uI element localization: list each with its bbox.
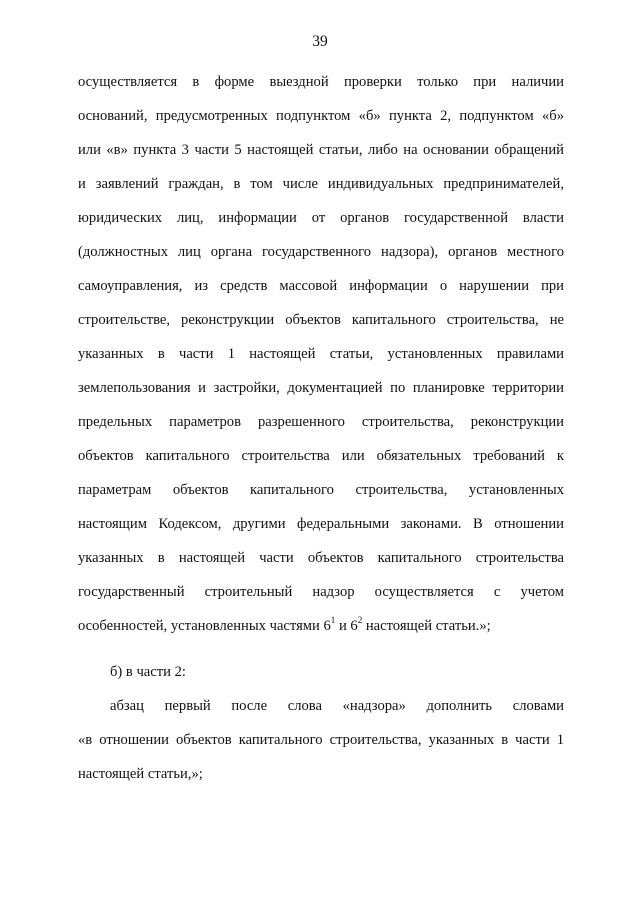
text-line: (должностных лиц органа государственного надзора), органов местного — [78, 244, 564, 260]
text-fragment: особенностей, установленных частями 6 — [78, 618, 331, 634]
text-line: юридических лиц, информации от органов государственной власти — [78, 210, 564, 226]
text-line: параметрам объектов капитального строительства, установленных — [78, 482, 564, 498]
text-line: предельных параметров разрешенного строительства, реконструкции — [78, 414, 564, 430]
text-line: государственный строительный надзор осуществляется с учетом — [78, 584, 564, 600]
document-body — [78, 72, 564, 798]
superscript: 1 — [330, 615, 336, 626]
text-line: настоящей статьи,»; — [78, 766, 203, 782]
text-line: абзац первый после слова «надзора» дополнить словами — [110, 698, 564, 714]
text-line: указанных в настоящей части объектов капитального строительства — [78, 550, 564, 566]
text-line: землепользования и застройки, документацией по планировке территории — [78, 380, 564, 396]
page-number: 39 — [312, 33, 328, 50]
paragraph-subitem: б) в части 2: — [110, 664, 186, 680]
text-line: «в отношении объектов капитального строительства, указанных в части 1 — [78, 732, 564, 748]
text-line: самоуправления, из средств массовой информации о нарушении при — [78, 278, 564, 294]
text-line: осуществляется в форме выездной проверки только при наличии — [78, 74, 564, 90]
text-line: строительстве, реконструкции объектов капитального строительства, не — [78, 312, 564, 328]
text-line: или «в» пункта 3 части 5 настоящей статьи, либо на основании обращений — [78, 142, 564, 158]
text-line: указанных в части 1 настоящей статьи, установленных правилами — [78, 346, 564, 362]
text-line-last — [78, 616, 564, 650]
text-line: и заявлений граждан, в том числе индивидуальных предпринимателей, — [78, 176, 564, 192]
text-line: оснований, предусмотренных подпунктом «б» пункта 2, подпунктом «б» — [78, 108, 564, 124]
text-line: настоящим Кодексом, другими федеральными законами. В отношении — [78, 516, 564, 532]
text-line: объектов капитального строительства или обязательных требований к — [78, 448, 564, 464]
superscript: 2 — [357, 615, 363, 626]
text-fragment: и 6 — [335, 618, 358, 634]
text-fragment: настоящей статьи.»; — [362, 618, 491, 634]
